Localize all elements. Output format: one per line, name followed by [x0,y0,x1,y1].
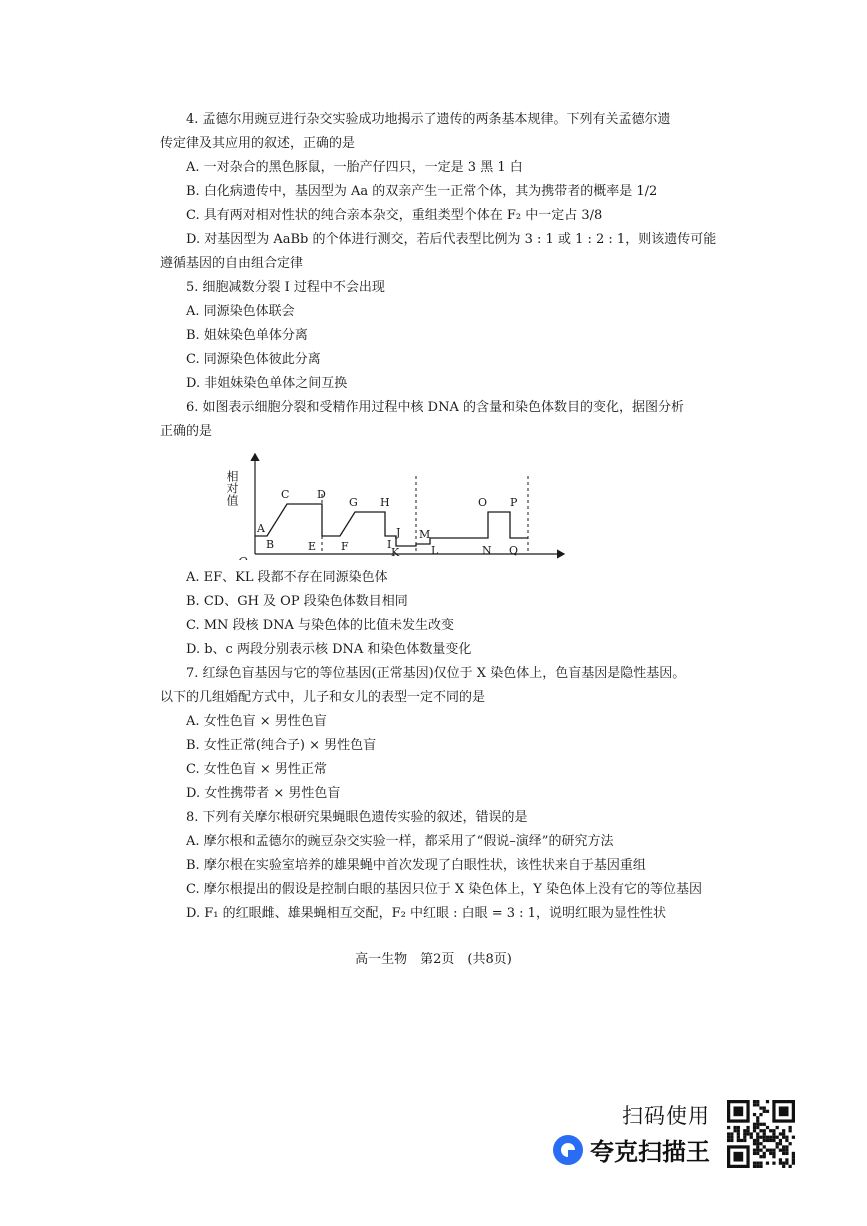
q7-stem-line2: 以下的几组婚配方式中，儿子和女儿的表型一定不同的是 [160,690,486,705]
y-axis-label: 相对值 [225,470,239,506]
q6-stem-line1: 6. 如图表示细胞分裂和受精作用过程中核 DNA 的含量和染色体数目的变化，据图分析 [186,400,684,415]
q6-option-d: D. b、c 两段分别表示核 DNA 和染色体数量变化 [186,642,472,657]
q5-option-c: C. 同源染色体彼此分离 [186,352,321,367]
point-label-n: N [482,544,492,557]
q5-option-d: D. 非姐妹染色单体之间互换 [186,376,348,391]
q7-option-b: B. 女性正常(纯合子) × 男性色盲 [186,738,377,753]
origin-label [238,555,248,560]
point-label-a: A [257,522,265,535]
q4-option-d-line1: D. 对基因型为 AaBb 的个体进行测交，若后代表型比例为 3 : 1 或 1 : 2 : 1，则该遗传可能 [186,232,717,247]
q6-option-c: C. MN 段核 DNA 与染色体的比值未发生改变 [186,618,455,633]
question-content [160,108,717,926]
point-label-p: P [510,496,518,509]
q4-stem-line2: 传定律及其应用的叙述，正确的是 [160,136,356,151]
q7-option-c: C. 女性色盲 × 男性正常 [186,762,327,777]
q4-stem-line1: 4. 孟德尔用豌豆进行杂交实验成功地揭示了遗传的两条基本规律。下列有关孟德尔遗 [186,112,671,127]
brand-logo-icon [552,1134,584,1166]
point-label-e: E [308,540,317,553]
point-label-g: G [349,496,358,509]
q7-stem-line1: 7. 红绿色盲基因与它的等位基因(正常基因)仅位于 X 染色体上，色盲基因是隐性基因。 [186,666,686,681]
point-label-f: F [341,540,349,553]
q6-option-a: A. EF、KL 段都不存在同源染色体 [186,570,388,585]
q7-option-a: A. 女性色盲 × 男性色盲 [186,714,327,729]
scan-prompt: 扫码使用 [622,1104,710,1128]
q4-option-c: C. 具有两对相对性状的纯合亲本杂交，重组类型个体在 F₂ 中一定占 3/8 [186,208,603,223]
q5-option-b: B. 姐妹染色单体分离 [186,328,308,343]
q8-option-b: B. 摩尔根在实验室培养的雄果蝇中首次发现了白眼性状，该性状来自于基因重组 [186,858,646,873]
point-label-j: J [396,526,401,539]
q8-option-a: A. 摩尔根和孟德尔的豌豆杂交实验一样，都采用了“假说–演绎”的研究方法 [186,834,614,849]
q6-option-b: B. CD、GH 及 OP 段染色体数目相同 [186,594,408,609]
q4-option-d-line2: 遵循基因的自由组合定律 [160,256,304,271]
point-label-m: M [419,528,431,541]
point-label-h: H [380,496,390,509]
chart-svg [160,450,700,560]
point-label-q: Q [509,544,519,557]
q8-option-c: C. 摩尔根提出的假设是控制白眼的基因只位于 X 染色体上，Y 染色体上没有它的等位基因 [186,882,702,897]
point-labels [256,488,518,559]
q7-option-d: D. 女性携带者 × 男性色盲 [186,786,341,801]
point-label-l: L [431,544,439,557]
q4-option-b: B. 白化病遗传中，基因型为 Aa 的双亲产生一正常个体，其为携带者的概率是 1/2 [186,184,658,199]
q4-option-a: A. 一对杂合的黑色豚鼠，一胎产仔四只，一定是 3 黑 1 白 [186,160,523,175]
brand-watermark [552,1132,710,1167]
chart-curve [255,504,528,546]
point-label-k: K [391,546,400,559]
dna-chromosome-chart [160,450,700,560]
qr-code-icon[interactable] [727,1100,795,1168]
q6-stem-line2: 正确的是 [160,424,213,439]
q5-option-a: A. 同源染色体联会 [186,304,295,319]
point-label-i: I [387,538,392,551]
point-label-o: O [478,496,488,509]
page-footer: 高一生物 第2页 (共8页) [355,952,512,967]
q8-stem: 8. 下列有关摩尔根研究果蝇眼色遗传实验的叙述，错误的是 [186,810,528,825]
point-label-c: C [281,488,290,501]
point-label-b: B [266,538,275,551]
brand-name: 夸克扫描王 [590,1138,710,1166]
point-label-d: D [317,488,326,501]
q8-option-d: D. F₁ 的红眼雌、雄果蝇相互交配，F₂ 中红眼 : 白眼 = 3 : 1，说明红眼为显性性状 [186,906,666,921]
q5-stem: 5. 细胞减数分裂 Ⅰ 过程中不会出现 [186,280,385,295]
